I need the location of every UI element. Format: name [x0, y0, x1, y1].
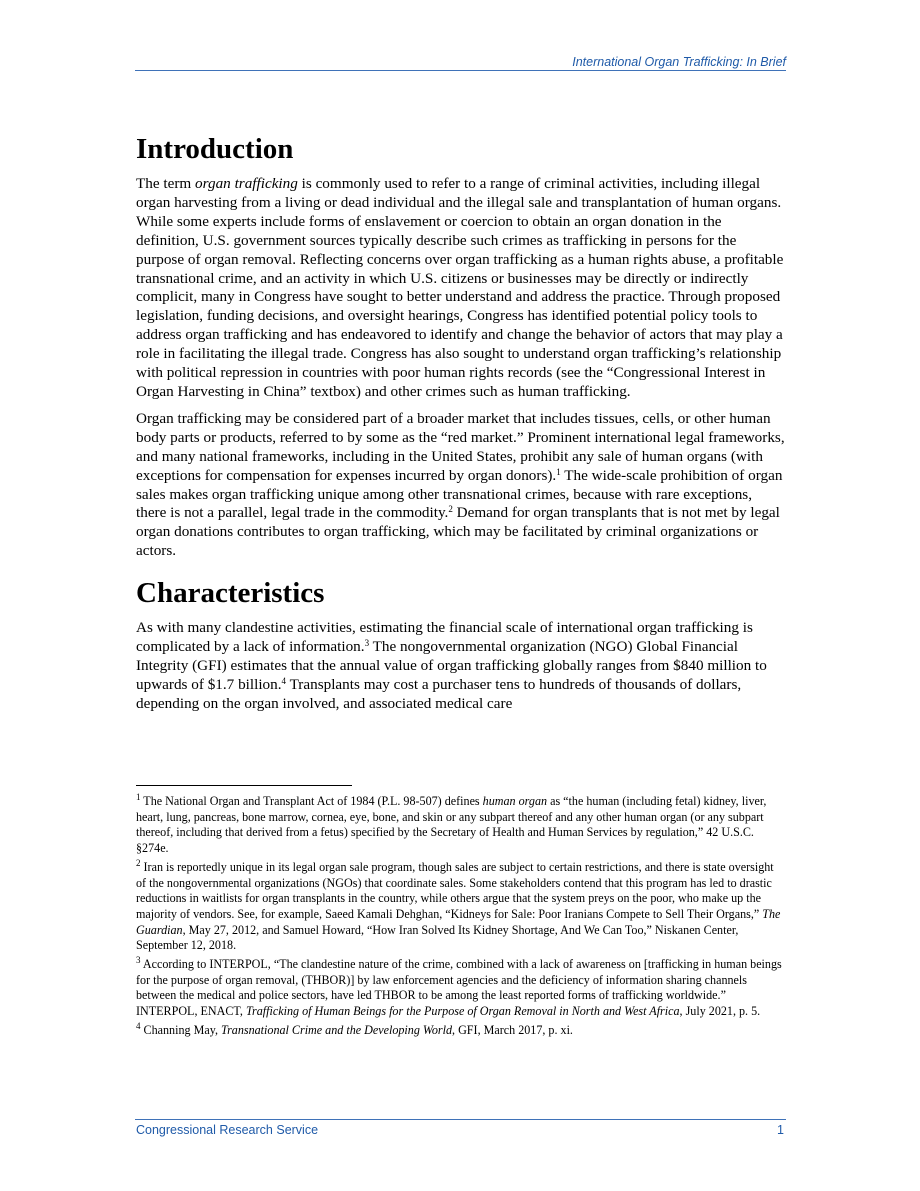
- footnote-3: $^3$ According to INTERPOL, “The clandestine nature of the crime, combined with a lack of awareness on [trafficking in human beings for the purpose of organ removal, (THBOR)] by law enforcement agencies and the deficiency of information sharing channels between the medical and police sectors, have led THBOR to be among the least reported forms of trafficking worldwide.” INTERPOL, ENACT, Trafficking of Human Beings for the Purpose of Organ Removal in North and West Africa, July 2021, p. 5.: [136, 955, 782, 1019]
- footnote-ref-4[interactable]: 4: [281, 675, 287, 686]
- page-footer: [136, 1122, 784, 1138]
- footnote-separator: [136, 785, 352, 786]
- intro-paragraph-1: The term organ trafficking is commonly used to refer to a range of criminal activities, including illegal organ harvesting from a living or dead individual and the illegal sale and transplantation of human organs. While some experts include forms of enslavement or coercion to obtain an organ donation in the definition, U.S. government sources typically describe such crimes as trafficking in persons for the purpose of organ removal. Reflecting concerns over organ trafficking as a human rights abuse, a profitable transnational crime, and an activity in which U.S. citizens or businesses may be directly or indirectly complicit, many in Congress have sought to better understand and address the practice. Through proposed legislation, funding decisions, and oversight hearings, Congress has identified potential policy tools to address organ trafficking and has endeavored to identify and change the behavior of actors that may play a role in facilitating the illegal trade. Congress has also sought to understand organ trafficking’s relationship with political repression in countries with poor human rights records (see the “Congressional Interest in Organ Harvesting in China” textbox) and other crimes such as human trafficking.: [136, 175, 784, 400]
- page-number: 1: [777, 1123, 784, 1137]
- section-heading-characteristics: Characteristics: [136, 577, 325, 610]
- footnote-1: $^1$ The National Organ and Transplant Act of 1984 (P.L. 98-507) defines human organ as “the human (including fetal) kidney, liver, heart, lung, pancreas, bone marrow, cornea, eye, bone, and skin or any subpart thereof and any other human organ (or any subpart thereof, including that derived from a fetus) specified by the Secretary of Health and Human Services by regulation,” 42 U.S.C. §274e.: [136, 792, 767, 856]
- footnotes: [136, 794, 786, 1042]
- footnote-2: $^2$ Iran is reportedly unique in its legal organ sale program, though sales are subject to certain restrictions, and there is state oversight of the nongovernmental organizations (NGOs) that coordinate sales. Some stakeholders contend that this program has led to drastic reductions in waitlists for organ transplants in the country, while others argue that the system preys on the poor, who make up the majority of vendors. See, for example, Saeed Kamali Dehghan, “Kidneys for Sale: Poor Iranians Compete to Sell Their Organs,” The Guardian, May 27, 2012, and Samuel Howard, “How Iran Solved Its Kidney Shortage, And We Can Too,” Niskanen Center, September 12, 2018.: [136, 857, 781, 953]
- footnote-4: $^4$ Channing May, Transnational Crime and the Developing World, GFI, March 2017, p. xi.: [136, 1020, 573, 1037]
- footnote-ref-2[interactable]: 2: [448, 504, 453, 515]
- main-content: [136, 131, 786, 722]
- intro-paragraph-2: Organ trafficking may be considered part of a broader market that includes tissues, cells, or other human body parts or products, referred to by some as the “red market.” Prominent international legal frameworks, and many national frameworks, including in the United States, prohibit any sale of human organs (with exceptions for compensation for expenses incurred by organ donors).$^1$ The wide-scale prohibition of organ sales makes organ trafficking unique among other transnational crimes, because with rare exceptions, there is not a parallel, legal trade in the commodity.$^2$ Demand for organ transplants that is not met by legal organ donations contributes to organ trafficking, which may be facilitated by criminal organizations or actors.: [136, 409, 785, 560]
- running-header: International Organ Trafficking: In Brief: [572, 55, 786, 69]
- footer-rule: [135, 1119, 786, 1120]
- header-rule: [135, 70, 786, 71]
- footnote-ref-3[interactable]: 3: [364, 638, 370, 649]
- characteristics-paragraph-1: As with many clandestine activities, estimating the financial scale of international organ trafficking is complicated by a lack of information.$^3$ The nongovernmental organization (NGO) Global Financial Integrity (GFI) estimates that the annual value of organ trafficking globally ranges from $840 million to upwards of $1.7 billion.$^4$ Transplants may cost a purchaser tens to hundreds of thousands of dollars, depending on the organ involved, and associated medical care: [136, 619, 767, 712]
- footer-publisher: Congressional Research Service: [136, 1123, 319, 1137]
- section-heading-introduction: Introduction: [136, 133, 294, 165]
- footnote-ref-1[interactable]: 1: [556, 466, 561, 477]
